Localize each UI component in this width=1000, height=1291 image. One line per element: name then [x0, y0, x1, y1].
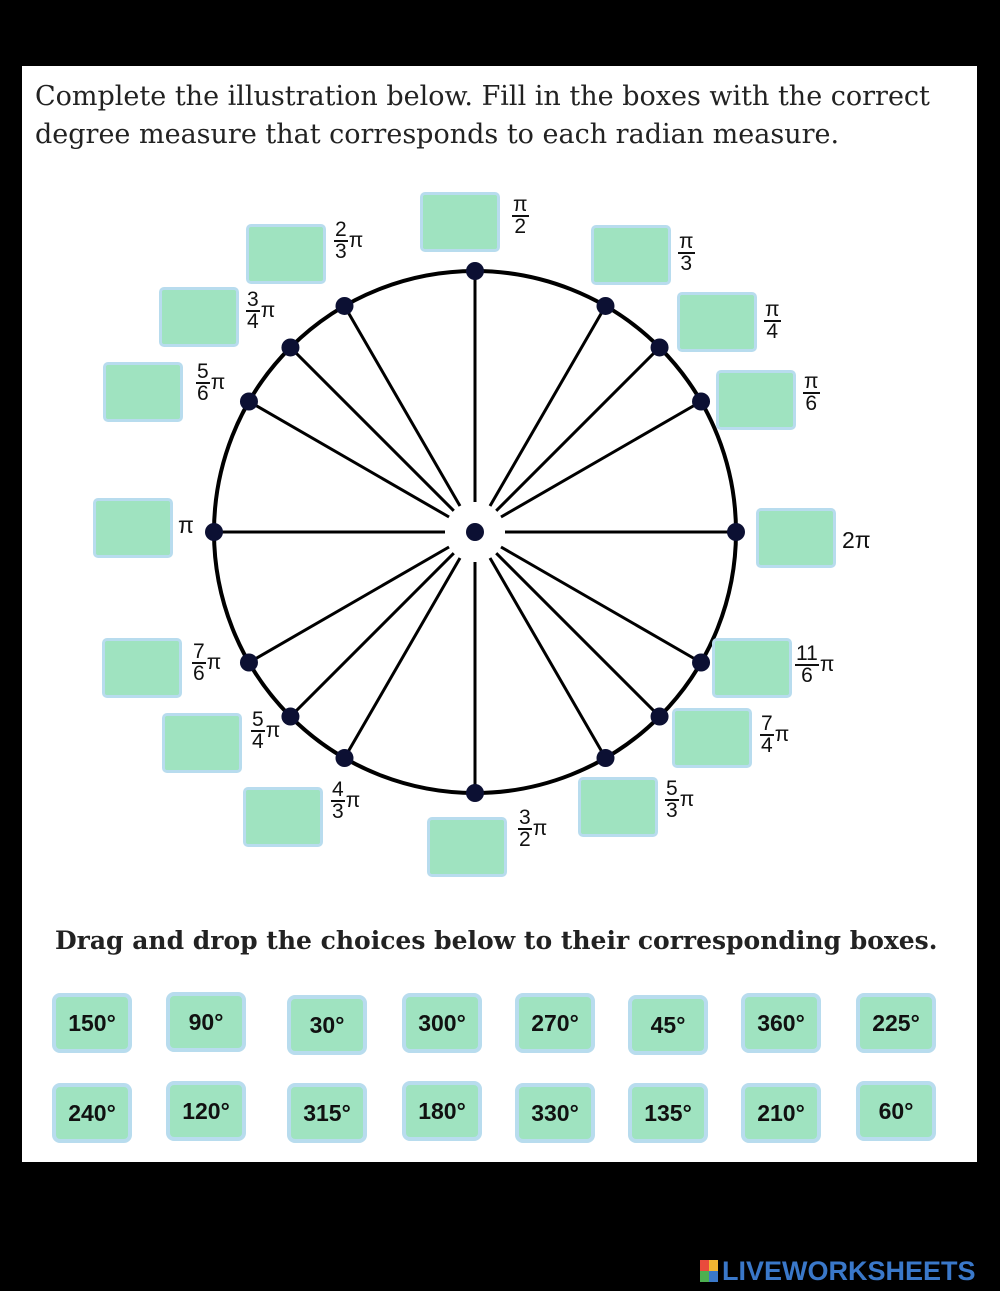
label-pi: π [178, 512, 194, 538]
choice-chip[interactable]: 120° [166, 1081, 246, 1141]
label-num: 7 [193, 640, 205, 663]
choice-chip[interactable]: 60° [856, 1081, 936, 1141]
label-den: 6 [805, 392, 818, 415]
point-60 [597, 297, 615, 315]
label-den: 6 [193, 662, 205, 685]
answer-box-four-thirds-pi[interactable] [243, 787, 323, 847]
answer-box-five-sixths-pi[interactable] [103, 362, 183, 422]
choice-chip[interactable]: 225° [856, 993, 936, 1053]
drag-instructions: Drag and drop the choices below to their corresponding boxes. [55, 926, 938, 955]
point-315 [651, 708, 669, 726]
label-den: 4 [252, 730, 264, 753]
label-den: 3 [680, 252, 693, 275]
spoke-120 [345, 306, 461, 506]
answer-box-pi-over-6[interactable] [716, 370, 796, 430]
label-den: 2 [514, 215, 527, 238]
choice-chip[interactable]: 45° [628, 995, 708, 1055]
point-90 [466, 262, 484, 280]
point-30 [692, 393, 710, 411]
point-0 [727, 523, 745, 541]
label-pi: π [345, 789, 361, 812]
label-num: π [804, 370, 819, 393]
spoke-330 [501, 547, 701, 663]
choice-chip[interactable]: 180° [402, 1081, 482, 1141]
spoke-300 [490, 558, 606, 758]
point-180 [205, 523, 223, 541]
label-three-halves-pi [518, 808, 547, 850]
label-pi-over-3 [678, 232, 695, 274]
label-five-sixths-pi [196, 362, 225, 404]
center-dot [466, 523, 484, 541]
label-den: 2 [519, 828, 531, 851]
label-den: 4 [761, 734, 773, 757]
answer-box-pi-over-3[interactable] [591, 225, 671, 285]
spoke-45 [496, 347, 659, 510]
label-seven-fourths-pi [760, 714, 789, 756]
answer-box-five-thirds-pi[interactable] [578, 777, 658, 837]
choice-chip[interactable]: 330° [515, 1083, 595, 1143]
choice-chip[interactable]: 300° [402, 993, 482, 1053]
answer-box-five-fourths-pi[interactable] [162, 713, 242, 773]
point-135 [281, 338, 299, 356]
choice-chip[interactable]: 360° [741, 993, 821, 1053]
answer-box-three-fourths-pi[interactable] [159, 287, 239, 347]
label-den: 3 [335, 240, 347, 263]
answer-box-two-thirds-pi[interactable] [246, 224, 326, 284]
point-150 [240, 393, 258, 411]
instruction-line-2: degree measure that corresponds to each radian measure. [35, 119, 840, 150]
choice-chip[interactable]: 135° [628, 1083, 708, 1143]
label-den: 6 [801, 664, 813, 687]
answer-box-seven-fourths-pi[interactable] [672, 708, 752, 768]
choice-chip[interactable]: 240° [52, 1083, 132, 1143]
answer-box-pi-over-2[interactable] [420, 192, 500, 252]
label-four-thirds-pi [331, 780, 360, 822]
label-den: 6 [197, 382, 209, 405]
choice-chip[interactable]: 30° [287, 995, 367, 1055]
label-den: 3 [666, 799, 678, 822]
spoke-225 [290, 553, 453, 716]
point-120 [336, 297, 354, 315]
label-num: 3 [247, 288, 259, 311]
liveworksheets-logo [700, 1257, 976, 1285]
label-num: π [679, 230, 694, 253]
spoke-150 [249, 402, 449, 518]
label-pi: π [532, 817, 548, 840]
choice-chip[interactable]: 90° [166, 992, 246, 1052]
label-num: 5 [197, 360, 209, 383]
answer-box-two-pi[interactable] [756, 508, 836, 568]
label-pi: π [679, 788, 695, 811]
choice-chip[interactable]: 270° [515, 993, 595, 1053]
choice-chip[interactable]: 150° [52, 993, 132, 1053]
label-num: π [765, 298, 780, 321]
label-num: 2 [335, 218, 347, 241]
label-pi: π [210, 371, 226, 394]
label-two-pi: 2π [842, 527, 871, 553]
instruction-line-1: Complete the illustration below. Fill in the boxes with the correct [35, 81, 930, 112]
choice-chip[interactable]: 315° [287, 1083, 367, 1143]
label-pi: π [260, 299, 276, 322]
spoke-30 [501, 402, 701, 518]
point-240 [336, 749, 354, 767]
label-num: 7 [761, 712, 773, 735]
label-pi: π [206, 651, 222, 674]
label-den: 4 [247, 310, 259, 333]
label-pi-over-4 [764, 300, 781, 342]
label-pi: π [265, 719, 281, 742]
label-pi: π [819, 653, 835, 676]
label-den: 3 [332, 800, 344, 823]
label-three-fourths-pi [246, 290, 275, 332]
answer-box-seven-sixths-pi[interactable] [102, 638, 182, 698]
label-num: 11 [796, 642, 818, 665]
label-five-fourths-pi [251, 710, 280, 752]
liveworksheets-logo-icon [700, 1260, 718, 1282]
spoke-315 [496, 553, 659, 716]
point-300 [597, 749, 615, 767]
label-num: π [513, 193, 528, 216]
label-five-thirds-pi [665, 779, 694, 821]
spoke-210 [249, 547, 449, 663]
label-den: 4 [766, 320, 779, 343]
logo-text: LIVEWORKSHEETS [722, 1255, 976, 1286]
spoke-135 [290, 347, 453, 510]
answer-box-pi[interactable] [93, 498, 173, 558]
point-210 [240, 654, 258, 672]
label-num: 5 [666, 777, 678, 800]
label-pi-over-2 [512, 195, 529, 237]
answer-box-eleven-sixths-pi[interactable] [712, 638, 792, 698]
label-pi: π [348, 229, 364, 252]
label-num: 4 [332, 778, 344, 801]
point-45 [651, 338, 669, 356]
label-pi-over-6 [803, 372, 820, 414]
label-two-thirds-pi [334, 220, 363, 262]
label-eleven-sixths-pi [795, 644, 834, 686]
answer-box-three-halves-pi[interactable] [427, 817, 507, 877]
spoke-60 [490, 306, 606, 506]
choice-chip[interactable]: 210° [741, 1083, 821, 1143]
label-num: 5 [252, 708, 264, 731]
label-pi: π [774, 723, 790, 746]
spoke-240 [345, 558, 461, 758]
point-270 [466, 784, 484, 802]
answer-box-pi-over-4[interactable] [677, 292, 757, 352]
label-seven-sixths-pi [192, 642, 221, 684]
point-330 [692, 654, 710, 672]
label-num: 3 [519, 806, 531, 829]
point-225 [281, 708, 299, 726]
